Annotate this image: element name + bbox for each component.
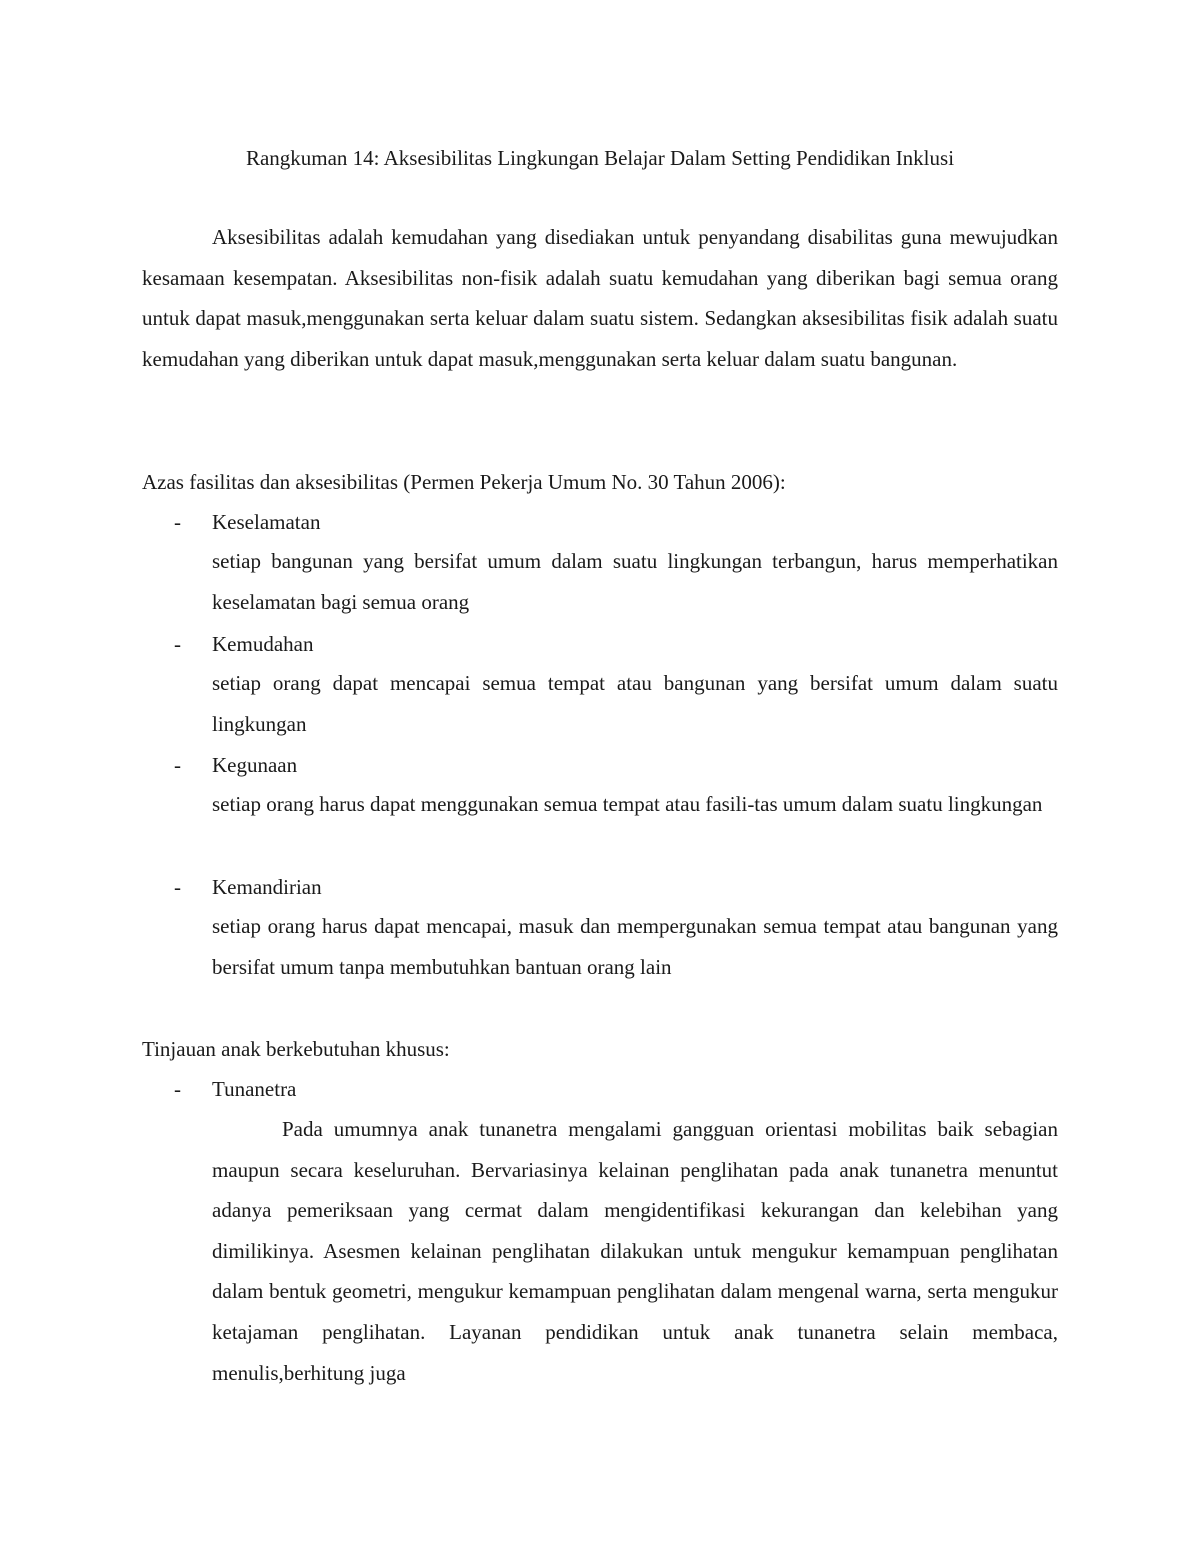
document-title: Rangkuman 14: Aksesibilitas Lingkungan Belajar Dalam Setting Pendidikan Inklusi [245, 146, 955, 170]
list-item-description: setiap orang dapat mencapai semua tempat atau bangunan yang bersifat umum dalam suatu lingkungan [212, 671, 1058, 736]
tinjauan-heading: Tinjauan anak berkebutuhan khusus: [142, 1037, 450, 1061]
list-bullet: - [174, 753, 181, 777]
list-item-title: Kemudahan [212, 632, 314, 656]
list-bullet: - [174, 1077, 181, 1101]
list-item-title: Kemandirian [212, 875, 322, 899]
list-item-title: Tunanetra [212, 1077, 297, 1101]
list-item-description: Pada umumnya anak tunanetra mengalami gangguan orientasi mobilitas baik sebagian maupun secara keseluruhan. Bervariasinya kelainan penglihatan pada anak tunanetra menuntut adanya pemeriksaan yang cermat dalam mengidentifikasi kekurangan dan kelebihan yang dimilikinya. Asesmen kelainan penglihatan dilakukan untuk mengukur kemampuan penglihatan dalam bentuk geometri, mengukur kemampuan penglihatan dalam mengenal warna, serta mengukur ketajaman penglihatan. Layanan pendidikan untuk anak tunanetra selain membaca, menulis,berhitung juga [212, 1117, 1058, 1385]
intro-paragraph: Aksesibilitas adalah kemudahan yang disediakan untuk penyandang disabilitas guna mewujudkan kesamaan kesempatan. Aksesibilitas non-fisik adalah suatu kemudahan yang diberikan bagi semua orang untuk dapat masuk,menggunakan serta keluar dalam suatu sistem. Sedangkan aksesibilitas fisik adalah suatu kemudahan yang diberikan untuk dapat masuk,menggunakan serta keluar dalam suatu bangunan. [142, 225, 1058, 371]
list-item-title: Keselamatan [212, 510, 321, 534]
list-item-description: setiap orang harus dapat menggunakan semua tempat atau fasili-tas umum dalam suatu lingkungan [212, 792, 1043, 816]
list-bullet: - [174, 510, 181, 534]
list-item-title: Kegunaan [212, 753, 298, 777]
list-item-description: setiap orang harus dapat mencapai, masuk dan mempergunakan semua tempat atau bangunan yang bersifat umum tanpa membutuhkan bantuan orang lain [212, 914, 1058, 979]
list-bullet: - [174, 632, 181, 656]
azas-heading: Azas fasilitas dan aksesibilitas (Permen Pekerja Umum No. 30 Tahun 2006): [142, 470, 786, 494]
list-item-description: setiap bangunan yang bersifat umum dalam suatu lingkungan terbangun, harus memperhatikan keselamatan bagi semua orang [212, 549, 1058, 614]
list-bullet: - [174, 875, 181, 899]
